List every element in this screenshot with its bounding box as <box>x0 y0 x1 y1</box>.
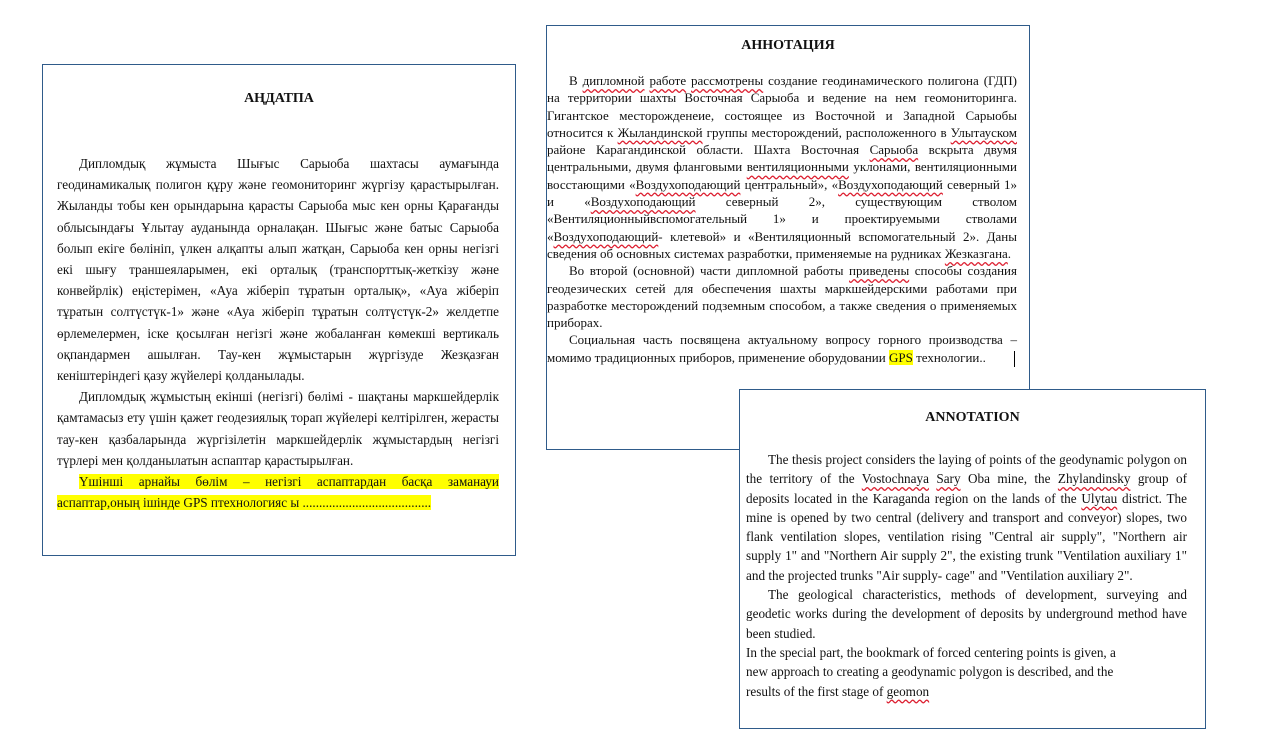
text-run: районе Карагандинской области. Шахта Восточная <box>547 142 870 158</box>
kazakh-abstract-page <box>42 64 516 556</box>
text-run: The thesis project considers the laying of points of the geodynamic polygon on the territory of the <box>746 452 1187 487</box>
text-run: results of the first stage of <box>746 683 887 699</box>
text-run: группы месторождений, расположенного в <box>702 124 951 140</box>
spellcheck-word: geomon <box>886 683 930 699</box>
spellcheck-word: Воздухоподающий <box>635 176 741 192</box>
text-run: центральный», « <box>740 176 839 192</box>
text-run: вскрыта двумя центральными, двумя фланговыми <box>547 142 1017 175</box>
english-line-1: In the special part, the bookmark of forced centering points is given, a <box>746 644 1116 660</box>
spellcheck-word: Zhylandinsky <box>1057 471 1131 487</box>
spellcheck-word: Vostochnaya <box>861 471 929 487</box>
spellcheck-word: Ulytau <box>1081 490 1118 506</box>
text-run: северный 2», существующим стволом «Вентиляционныйвспомогательный 1» и проектируемыми стволами « <box>547 194 1017 244</box>
spellcheck-word: Воздухоподающий <box>590 194 696 210</box>
spellcheck-word: работе <box>649 73 687 88</box>
text-run: district. The mine is opened by two central (delivery and transport and conveyor) slopes, two flank ventilation slopes, ventilation rising "Central air supply", "Northern air supply 1" and "Northern Air supply 2", the existing trunk "Ventilation auxiliary 1" and the projected trunks "Air supply- cage" and "Ventilation auxiliary 2". <box>746 490 1188 583</box>
highlighted-gps: GPS <box>888 349 913 365</box>
text-run: северный 1» и « <box>547 176 1017 210</box>
english-line-3 <box>746 682 1187 701</box>
text-run: создание геодинамического полигона (ГДП) на территории шахты Восточная Сарыоба и ведение на нем геомониторинга. Гигантское месторожденеие, состоящее из Восточной и Западной Сарыобы относится к <box>547 73 1017 140</box>
spellcheck-word: Воздухоподающий <box>838 176 943 192</box>
text-run: group of deposits located in the Karaganda region on the lands of the <box>746 471 1187 506</box>
spellcheck-word: Улытауском <box>950 124 1017 140</box>
english-line-2: new approach to creating a geodynamic polygon is described, and the <box>746 664 1114 680</box>
english-abstract-title: ANNOTATION <box>925 410 1020 425</box>
russian-paragraph-3 <box>547 331 1017 366</box>
kazakh-paragraph-2: Дипломдық жұмыстың екінші (негізгі) бөлімі - шақтаны маркшейдерлік қамтамасыз ету үшін қажет геодезиялық торап жүйелері келтірілген, жерасты тау-кен қазбаларында жүргізілетін маркшейдерлік жұмыстардың негізгі түрлері мен қолданылатын аспаптар қарастырылған. <box>57 389 499 468</box>
russian-paragraph-1 <box>547 72 1017 262</box>
text-run: Oba mine, the <box>960 471 1058 487</box>
text-run: уклонами, вентиляционными восстающими « <box>547 159 1017 192</box>
text-cursor <box>1014 351 1015 367</box>
spellcheck-word: Sary <box>936 471 961 487</box>
spellcheck-word: Жыландинской <box>617 124 703 140</box>
text-run: способы создания геодезических сетей для обеспечения шахты маркшейдерскими работами при разработке месторождений подземным способом, а также сведения о применяемых приборах. <box>547 263 1017 331</box>
text-run: В <box>569 73 583 88</box>
spellcheck-word: Воздухоподающий <box>553 228 659 244</box>
text-run: Социальная часть посвящена актуальному вопросу горного производства – момимо традиционных приборов, применение оборудовании <box>547 332 1017 365</box>
text-run: . <box>1007 245 1012 261</box>
spellcheck-word: рассмотрены <box>691 73 764 88</box>
english-paragraph-2: The geological characteristics, methods of development, surveying and geodetic works during the development of deposits by underground method have been studied. <box>746 587 1187 641</box>
text-run: Во второй (основной) части дипломной работы <box>569 263 850 279</box>
kazakh-abstract-title: АҢДАТПА <box>244 91 314 106</box>
kazakh-highlighted-text: Үшінші арнайы бөлім – негізгі аспаптардан басқа заманауи аспаптар,оның ішінде GPS птехнологияс ы ....................................... <box>57 474 499 511</box>
kazakh-paragraph-1: Дипломдық жұмыста Шығыс Сарыоба шахтасы аумағында геодинамикалық полигон құру және геомониторинг жүргізу қарастырылған. Жыланды тобы кен орындарына қарасты Сарыоба мыс кен орны Қарағанды облысындағы Ұлытау ауданында орналақан. Шығыс және батыс Сарыоба болып екіге бөлініп, үлкен алқапты алып жатқан, Сарыоба кен орны негізгі екі шығу траншеяларымен, екі орталық (транспорттық-жеткізу және конвейрлік) еңістерімен, «Ауа жіберіп тұратын орталық», «Ауа жіберіп тұратын солтүстүк-1» және «Ауа жіберіп тұратын солтүстүк-2» желдетпе өрлемелермен, іске қосылған негізгі және жобаланған көмекші вертикаль оқпандармен ашылған. Тау-кен жұмыстарын жүргізуде Жезқазған кеніштеріндегі қазу жүйелері қолданылады. <box>57 156 499 384</box>
english-abstract-page <box>739 389 1206 729</box>
spellcheck-word: Жезказгана <box>944 245 1008 261</box>
english-paragraph-1 <box>746 450 1187 585</box>
spellcheck-word: дипломной <box>582 73 645 88</box>
spellcheck-word: Сарыоба <box>869 142 919 158</box>
russian-abstract-body <box>547 72 1017 367</box>
text-run: технологии.. <box>912 349 986 365</box>
english-abstract-body <box>746 450 1187 701</box>
russian-abstract-page <box>546 25 1030 450</box>
russian-paragraph-2 <box>547 262 1017 331</box>
text-run: - клетевой» и «Вентиляционный вспомогательный 2». Даны сведения об основных системах разработки, применяемые на рудниках <box>547 228 1017 261</box>
english-paragraph-3 <box>746 643 1187 701</box>
spellcheck-word: приведены <box>849 263 910 279</box>
kazakh-abstract-body <box>57 153 499 513</box>
kazakh-paragraph-3 <box>57 471 499 513</box>
russian-abstract-title: АННОТАЦИЯ <box>741 38 835 53</box>
spellcheck-word: вентиляционными <box>746 159 849 175</box>
